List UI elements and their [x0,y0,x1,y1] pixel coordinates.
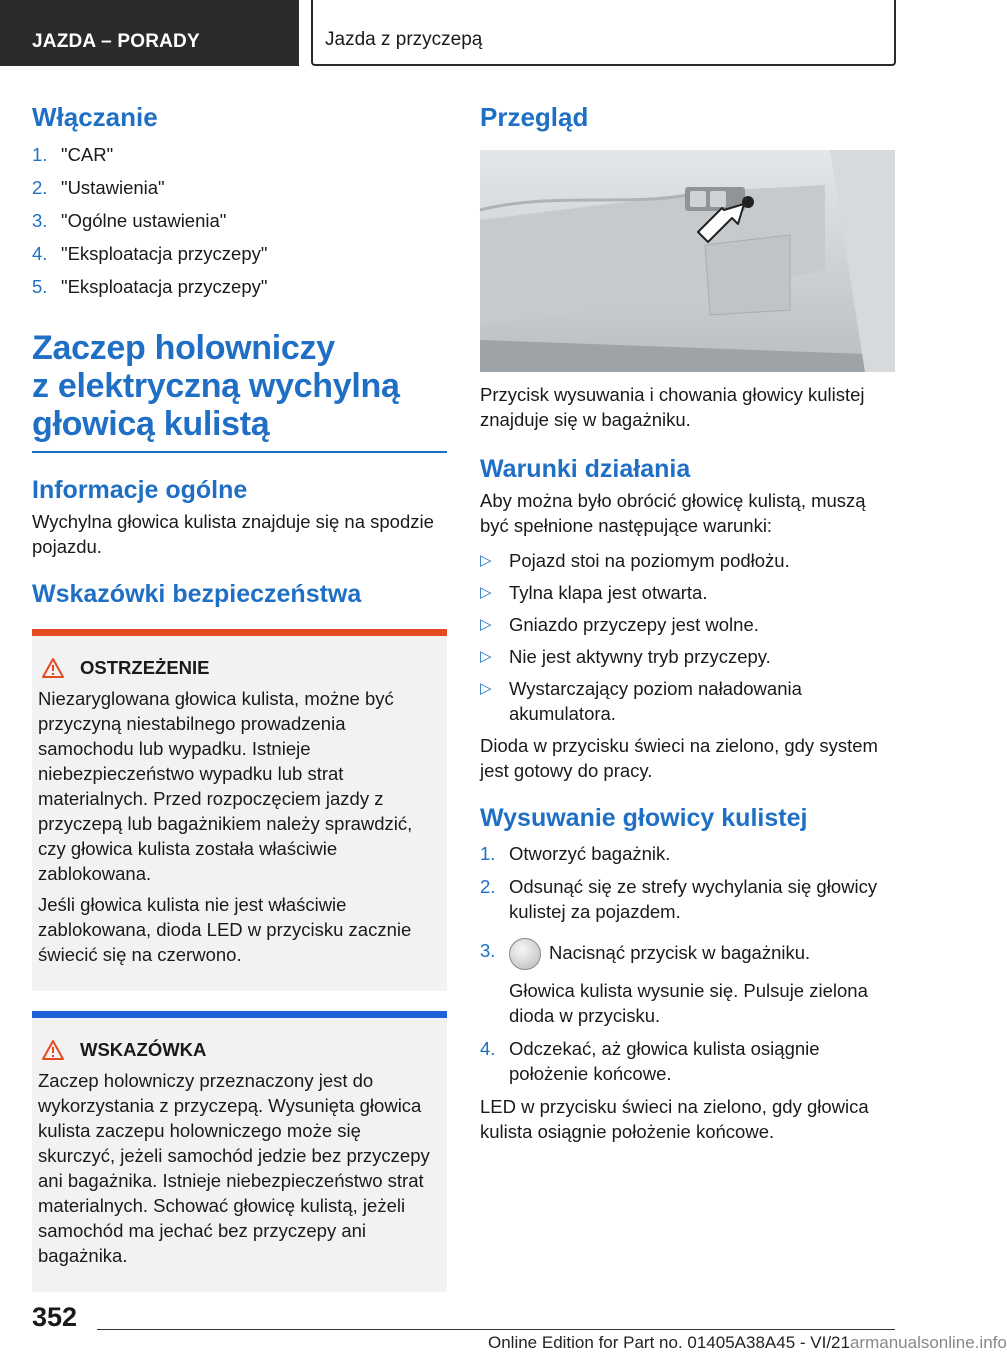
condition-text: Tylna klapa jest otwarta. [509,582,708,603]
step-number: 1. [32,144,48,165]
condition-text: Nie jest aktywny tryb przyczepy. [509,646,771,667]
step-number: 5. [32,276,48,297]
title-divider [32,451,447,453]
note-title-text: WSKAZÓWKA [80,1039,207,1060]
bullet-triangle-icon: ▷ [480,616,492,633]
step-number: 1. [480,843,496,864]
step-text: "Ogólne ustawienia" [61,210,227,231]
step-number: 2. [480,876,496,897]
warning-title-text: OSTRZEŻENIE [80,657,210,678]
list-item [32,274,447,299]
list-item [480,841,895,866]
footer-edition [488,1333,1007,1353]
step-number: 3. [480,940,496,961]
step-text: Nacisnąć przycisk w bagażniku. [549,941,811,963]
header-section-label: JAZDA – PORADY [32,31,200,52]
condition-text: Gniazdo przyczepy jest wolne. [509,614,759,635]
extend-outro: LED w przycisku świeci na zielono, gdy głowica kulista osiągnie położenie końcowe. [480,1096,869,1142]
info-title: Informacje ogólne [32,476,248,504]
list-item [480,580,895,605]
list-item [480,676,895,726]
list-item [480,1036,895,1086]
step-text: Otworzyć bagażnik. [509,843,671,864]
list-item [32,208,447,233]
extend-steps [480,841,895,1086]
bullet-triangle-icon: ▷ [480,680,492,697]
safety-title: Wskazówki bezpieczeństwa [32,580,362,608]
warning-text-2: Jeśli głowica kulista nie jest właściwie zablokowana, dioda LED w przycisku zacznie świecić się na czerwono. [38,894,412,965]
main-title-line-3: głowicą kulistą [32,405,270,443]
bullet-triangle-icon: ▷ [480,648,492,665]
note-text: Zaczep holowniczy przeznaczony jest do wykorzystania z przyczepą. Wysunięta głowica kulista zaczepu holowniczego może się skurczyć, jeżeli samochód jedzie bez przyczepy ani bagażnika. Istnieje niebezpieczeństwo strat materialnych. Schować głowicę kulistą, jeżeli samochód ma jechać bez przyczepy ani bagażnika. [38,1070,430,1266]
list-item [32,175,447,200]
header-section [0,0,299,66]
step-number: 3. [32,210,48,231]
list-item [32,142,447,167]
condition-text: Wystarczający poziom naładowania akumulatora. [509,678,802,724]
enable-steps [32,142,447,299]
step-number: 4. [480,1038,496,1059]
overview-title: Przegląd [480,102,589,132]
warning-triangle-icon [42,658,64,678]
trailer-hitch-button-icon [509,938,541,970]
step-number: 2. [32,177,48,198]
list-item [480,644,895,669]
photo-caption: Przycisk wysuwania i chowania głowicy kulistej znajduje się w bagażniku. [480,384,865,430]
main-title-line-2: z elektryczną wychylną [32,367,400,405]
header-chapter-label: Jazda z przyczepą [325,29,483,50]
list-item [480,874,895,924]
extend-title: Wysuwanie głowicy kulistej [480,804,808,832]
right-column [480,100,895,1144]
list-item [480,548,895,573]
main-title-line-1: Zaczep holowniczy [32,329,335,367]
enable-title: Włączanie [32,102,158,132]
note-box [32,1011,447,1292]
list-item [32,241,447,266]
step-text: Odsunąć się ze strefy wychylania się głowicy kulistej za pojazdem. [509,876,878,922]
footer-divider [97,1329,895,1330]
step-text: Odczekać, aż głowica kulista osiągnie położenie końcowe. [509,1038,820,1084]
header-chapter [311,0,896,66]
warning-text: Niezaryglowana głowica kulista, możne być przyczyną niestabilnego prowadzenia samochodu lub wypadku. Istnieje niebezpieczeństwo wypadku lub strat materialnych. Przed rozpoczęciem jazdy z przyczepą lub bagażnikiem należy sprawdzić, czy głowica kulista została właściwie zablokowana. [38,688,413,884]
bullet-triangle-icon: ▷ [480,584,492,601]
page-number: 352 [32,1302,78,1332]
conditions-outro: Dioda w przycisku świeci na zielono, gdy system jest gotowy do pracy. [480,735,878,781]
note-title [38,1038,439,1062]
step-text: "Eksploatacja przyczepy" [61,243,268,264]
condition-text: Pojazd stoi na poziomym podłożu. [509,550,790,571]
main-title [32,329,447,443]
warning-triangle-icon [42,1040,64,1060]
step-text: "Ustawienia" [61,177,165,198]
warning-title [38,656,439,680]
watermark-text: armanualsonline.info [849,1333,1007,1352]
trunk-photo [480,150,895,372]
step-text: "CAR" [61,144,114,165]
step-3-detail: Głowica kulista wysunie się. Pulsuje zielona dioda w przycisku. [509,980,868,1026]
bullet-triangle-icon: ▷ [480,552,492,569]
list-item [480,612,895,637]
info-text: Wychylna głowica kulista znajduje się na spodzie pojazdu. [32,511,434,557]
warning-box [32,629,447,991]
list-item [480,938,895,1028]
conditions-intro: Aby można było obrócić głowicę kulistą, muszą być spełnione następujące warunki: [480,490,866,536]
left-column [32,100,447,1292]
conditions-title: Warunki działania [480,455,691,483]
conditions-list [480,548,895,726]
step-text: "Eksploatacja przyczepy" [61,276,268,297]
edition-text: Online Edition for Part no. 01405A38A45 - VI/21 [488,1333,850,1352]
step-number: 4. [32,243,48,264]
trunk-button-illustration [480,150,895,372]
